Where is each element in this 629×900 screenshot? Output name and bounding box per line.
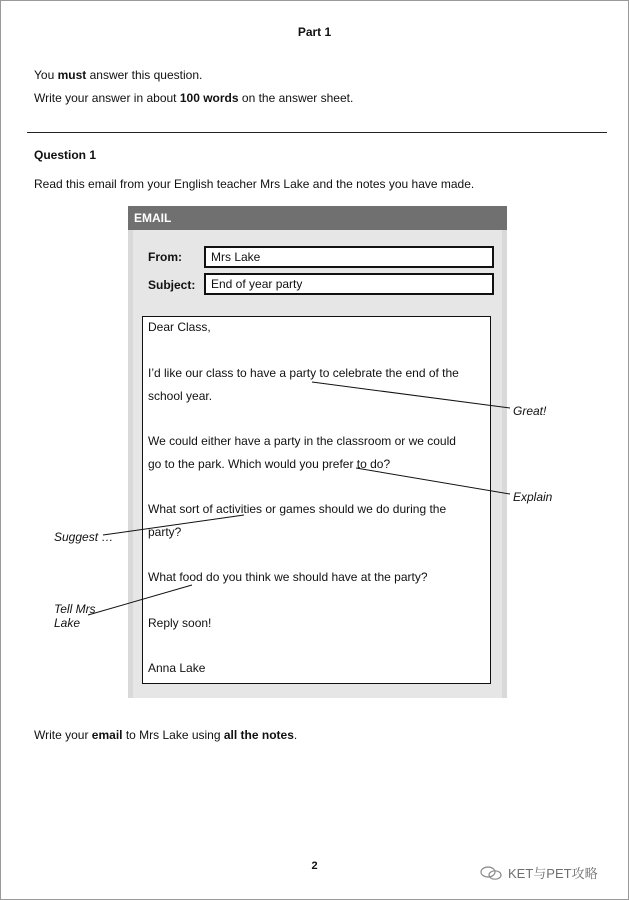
subject-field: End of year party: [204, 273, 494, 295]
question-title: Question 1: [34, 148, 97, 162]
connector-explain: [356, 468, 510, 494]
email-para2-line2: go to the park. Which would you prefer to do?: [148, 457, 391, 471]
note-suggest: Suggest …: [54, 530, 114, 544]
instruction-line-1: You must answer this question.: [34, 68, 203, 82]
part-title: Part 1: [297, 25, 332, 39]
email-para1-line1: I’d like our class to have a party to celebrate the end of the: [148, 366, 459, 380]
instruction-line-2: Write your answer in about 100 words on the answer sheet.: [34, 91, 354, 105]
watermark: [480, 863, 598, 882]
from-field: Mrs Lake: [204, 246, 494, 268]
connector-tell: [88, 585, 192, 615]
subject-label: Subject:: [148, 278, 196, 292]
email-para1-line2: school year.: [148, 389, 213, 403]
note-explain: Explain: [513, 490, 553, 504]
email-greeting: Dear Class,: [148, 320, 211, 334]
page-number: 2: [311, 860, 318, 872]
email-header-label: EMAIL: [134, 211, 172, 225]
note-tell-line1: Tell Mrs: [54, 602, 96, 616]
task-instruction: Write your email to Mrs Lake using all the notes.: [34, 728, 298, 742]
email-para3-line1: What sort of activities or games should we do during the: [148, 502, 447, 516]
note-tell-line2: Lake: [54, 616, 81, 630]
email-closing: Reply soon!: [148, 616, 212, 630]
watermark-text: KET与PET攻略: [508, 866, 598, 881]
email-para4: What food do you think we should have at the party?: [148, 570, 428, 584]
email-signature: Anna Lake: [148, 661, 206, 675]
chat-bubbles-icon: [480, 866, 502, 880]
from-label: From:: [148, 250, 182, 264]
connector-great: [312, 382, 510, 408]
email-para3-line2: party?: [148, 525, 182, 539]
connector-suggest: [103, 515, 244, 535]
email-para2-line1: We could either have a party in the classroom or we could: [148, 434, 456, 448]
note-great: Great!: [513, 404, 547, 418]
question-prompt: Read this email from your English teacher Mrs Lake and the notes you have made.: [34, 177, 475, 191]
